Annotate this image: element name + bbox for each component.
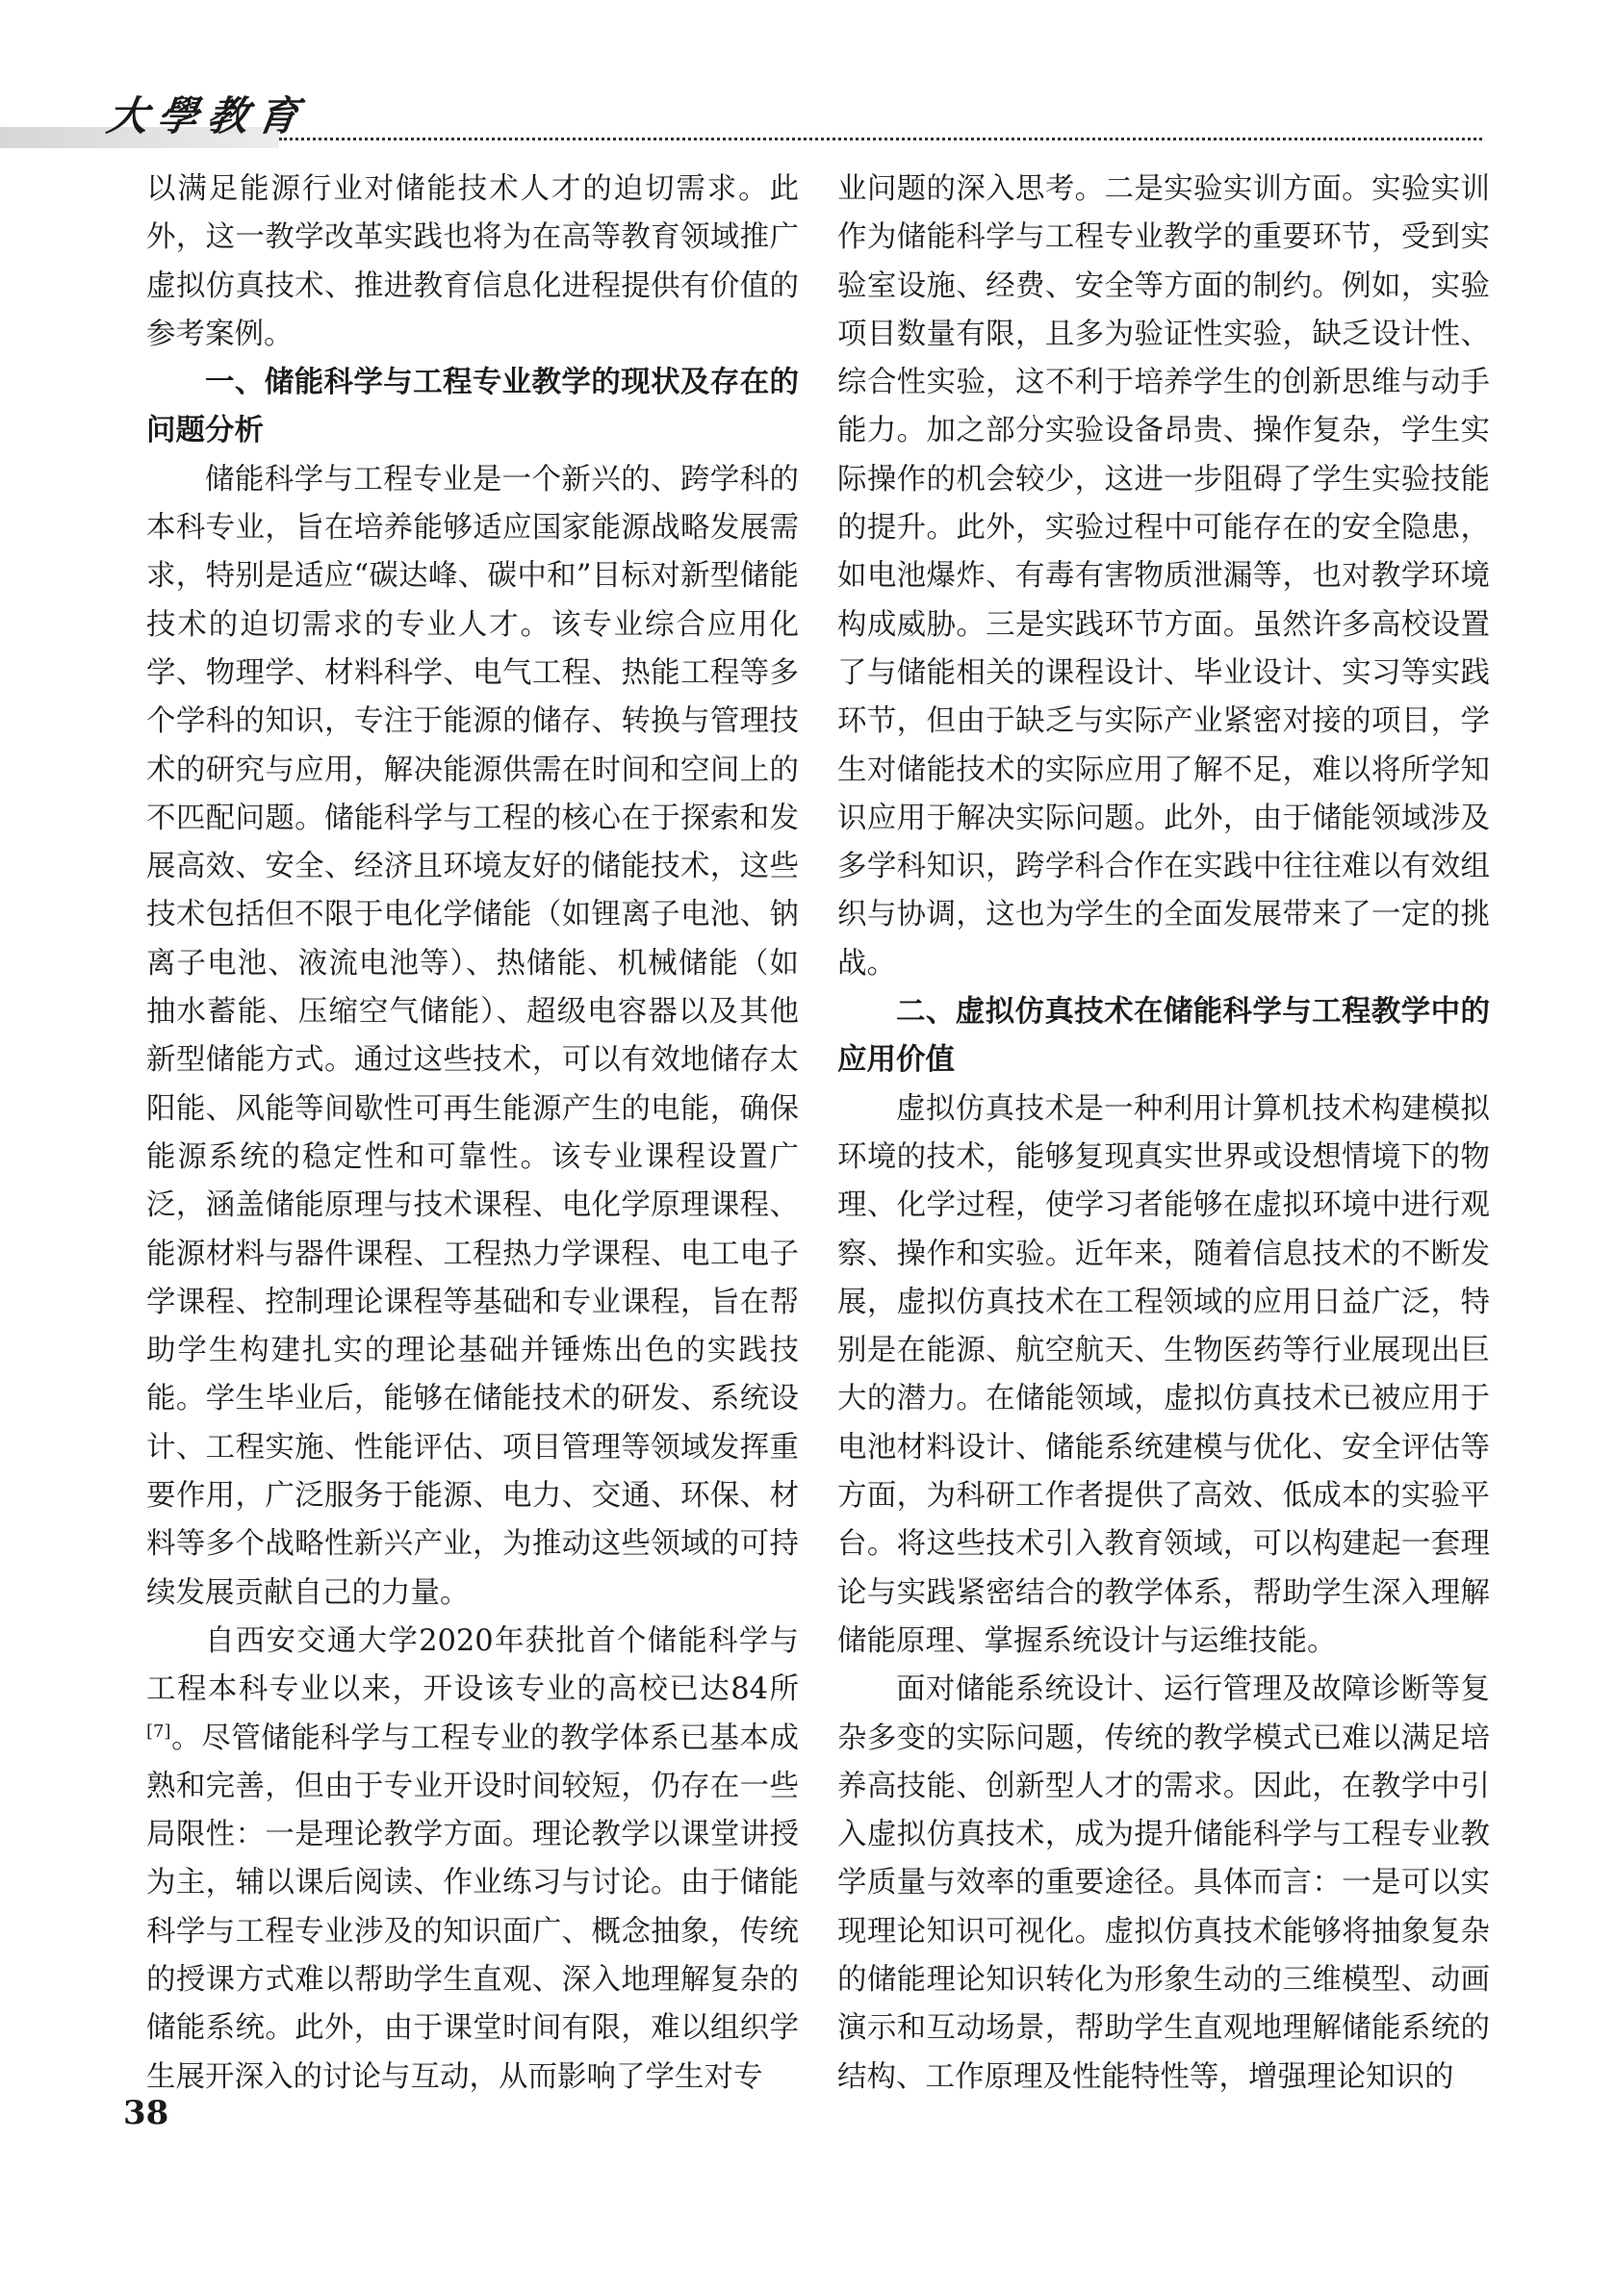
page-header	[0, 0, 1614, 154]
right-column	[837, 166, 1490, 2102]
paragraph: 业问题的深入思考。二是实验实训方面。实验实训作为储能科学与工程专业教学的重要环节，受到实验室设施、经费、安全等方面的制约。例如，实验项目数量有限，且多为验证性实验，缺乏设计性、综合性实验，这不利于培养学生的创新思维与动手能力。加之部分实验设备昂贵、操作复杂，学生实际操作的机会较少，这进一步阻碍了学生实验技能的提升。此外，实验过程中可能存在的安全隐患，如电池爆炸、有毒有害物质泄漏等，也对教学环境构成威胁。三是实践环节方面。虽然许多高校设置了与储能相关的课程设计、毕业设计、实习等实践环节，但由于缺乏与实际产业紧密对接的项目，学生对储能技术的实际应用了解不足，难以将所学知识应用于解决实际问题。此外，由于储能领域涉及多学科知识，跨学科合作在实践中往往难以有效组织与协调，这也为学生的全面发展带来了一定的挑战。	[837, 172, 1490, 981]
paragraph: 面对储能系统设计、运行管理及故障诊断等复杂多变的实际问题，传统的教学模式已难以满足培养高技能、创新型人才的需求。因此，在教学中引入虚拟仿真技术，成为提升储能科学与工程专业教学质量与效率的重要途径。具体而言：一是可以实现理论知识可视化。虚拟仿真技术能够将抽象复杂的储能理论知识转化为形象生动的三维模型、动画演示和互动场景，帮助学生直观地理解储能系统的结构、工作原理及性能特性等，增强理论知识的	[837, 1672, 1490, 2094]
citation: [7]	[146, 1721, 171, 1742]
page-number: 38	[123, 2094, 169, 2132]
header-dotted-rule	[279, 138, 1482, 140]
journal-logo: 大學教育	[104, 92, 312, 140]
paragraph: 以满足能源行业对储能技术人才的迫切需求。此外，这一教学改革实践也将为在高等教育领域推广虚拟仿真技术、推进教育信息化进程提供有价值的参考案例。	[146, 172, 799, 351]
paragraph-text: 。尽管储能科学与工程专业的教学体系已基本成熟和完善，但由于专业开设时间较短，仍存在一些局限性：一是理论教学方面。理论教学以课堂讲授为主，辅以课后阅读、作业练习与讨论。由于储能科学与工程专业涉及的知识面广、概念抽象，传统的授课方式难以帮助学生直观、深入地理解复杂的储能系统。此外，由于课堂时间有限，难以组织学生展开深入的讨论与互动，从而影响了学生对专	[146, 1721, 799, 2094]
paragraph-text: 自西安交通大学2020年获批首个储能科学与工程本科专业以来，开设该专业的高校已达84所	[146, 1623, 799, 1707]
paragraph	[146, 1618, 799, 2102]
section-heading: 一、储能科学与工程专业教学的现状及存在的问题分析	[146, 366, 799, 448]
paragraph: 储能科学与工程专业是一个新兴的、跨学科的本科专业，旨在培养能够适应国家能源战略发展需求，特别是适应“碳达峰、碳中和”目标对新型储能技术的迫切需求的专业人才。该专业综合应用化学、物理学、材料科学、电气工程、热能工程等多个学科的知识，专注于能源的储存、转换与管理技术的研究与应用，解决能源供需在时间和空间上的不匹配问题。储能科学与工程的核心在于探索和发展高效、安全、经济且环境友好的储能技术，这些技术包括但不限于电化学储能（如锂离子电池、钠离子电池、液流电池等）、热储能、机械储能（如抽水蓄能、压缩空气储能）、超级电容器以及其他新型储能方式。通过这些技术，可以有效地储存太阳能、风能等间歇性可再生能源产生的电能，确保能源系统的稳定性和可靠性。该专业课程设置广泛，涵盖储能原理与技术课程、电化学原理课程、能源材料与器件课程、工程热力学课程、电工电子学课程、控制理论课程等基础和专业课程，旨在帮助学生构建扎实的理论基础并锤炼出色的实践技能。学生毕业后，能够在储能技术的研发、系统设计、工程实施、性能评估、项目管理等领域发挥重要作用，广泛服务于能源、电力、交通、环保、材料等多个战略性新兴产业，为推动这些领域的可持续发展贡献自己的力量。	[146, 462, 799, 1610]
left-column	[146, 166, 799, 2102]
paragraph: 虚拟仿真技术是一种利用计算机技术构建模拟环境的技术，能够复现真实世界或设想情境下的物理、化学过程，使学习者能够在虚拟环境中进行观察、操作和实验。近年来，随着信息技术的不断发展，虚拟仿真技术在工程领域的应用日益广泛，特别是在能源、航空航天、生物医药等行业展现出巨大的潜力。在储能领域，虚拟仿真技术已被应用于电池材料设计、储能系统建模与优化、安全评估等方面，为科研工作者提供了高效、低成本的实验平台。将这些技术引入教育领域，可以构建起一套理论与实践紧密结合的教学体系，帮助学生深入理解储能原理、掌握系统设计与运维技能。	[837, 1091, 1490, 1658]
section-heading: 二、虚拟仿真技术在储能科学与工程教学中的应用价值	[837, 995, 1490, 1078]
